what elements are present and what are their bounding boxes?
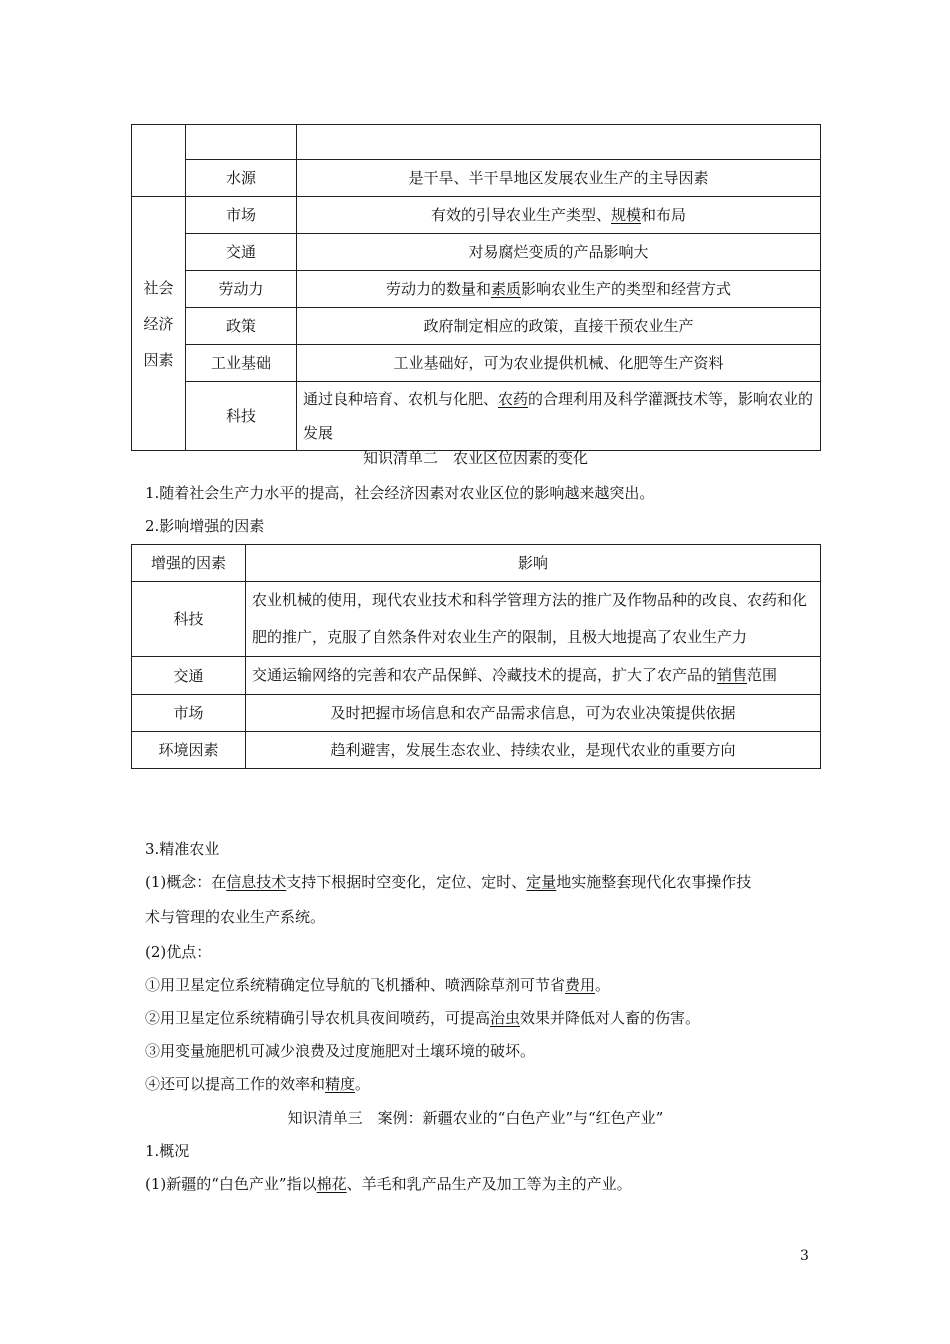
text: 、羊毛和乳产品生产及加工等为主的产业。 [346, 1175, 632, 1193]
paragraph: 2.影响增强的因素 [145, 517, 265, 535]
text: 。 [595, 976, 611, 994]
desc-cell: 工业基础好，可为农业提供机械、化肥等生产资料 [297, 345, 821, 382]
underlined-term: 定量 [526, 873, 557, 891]
header-cell: 影响 [246, 545, 821, 582]
underlined-term: 销售 [717, 666, 748, 684]
desc-cell: 及时把握市场信息和农产品需求信息，可为农业决策提供依据 [246, 695, 821, 732]
paragraph [145, 871, 751, 892]
table-row [132, 197, 821, 234]
paragraph: 1.随着社会生产力水平的提高，社会经济因素对农业区位的影响越来越突出。 [145, 484, 655, 502]
factor-cell: 科技 [186, 382, 297, 451]
table-row [132, 382, 821, 451]
social-economic-group-cell [132, 197, 186, 451]
desc-text: 交通运输网络的完善和农产品保鲜、冷藏技术的提高，扩大了农产品的 [252, 666, 718, 684]
factor-cell: 科技 [132, 582, 246, 657]
table-row [132, 345, 821, 382]
paragraph-heading: 3.精准农业 [145, 840, 220, 858]
text: 支持下根据时空变化，定位、定时、 [286, 873, 527, 891]
table-row [132, 732, 821, 769]
list-item [145, 1007, 700, 1028]
text: 效果并降低对人畜的伤害。 [520, 1009, 701, 1027]
desc-text: 和布局 [641, 206, 687, 224]
table-row [132, 657, 821, 695]
factor-cell: 市场 [186, 197, 297, 234]
table-row [132, 234, 821, 271]
text: ①用卫星定位系统精确定位导航的飞机播种、喷洒除草剂可节省 [145, 976, 566, 994]
enhanced-factors-table [131, 544, 821, 769]
text: 地实施整套现代化农事操作技 [556, 873, 752, 891]
underlined-term: 信息技术 [226, 873, 287, 891]
table-row [132, 582, 821, 657]
table-row [132, 125, 821, 160]
underlined-term: 治虫 [490, 1009, 521, 1027]
text: 。 [355, 1075, 371, 1093]
underlined-term: 规模 [610, 206, 641, 224]
group-label-line: 社会 [143, 278, 174, 297]
desc-cell: 趋利避害，发展生态农业、持续农业，是现代农业的重要方向 [246, 732, 821, 769]
desc-cell [297, 125, 821, 160]
desc-cell [297, 197, 821, 234]
underlined-term: 精度 [325, 1075, 356, 1093]
page-number: 3 [800, 1248, 809, 1264]
desc-cell: 对易腐烂变质的产品影响大 [297, 234, 821, 271]
desc-cell [297, 271, 821, 308]
factor-cell: 交通 [186, 234, 297, 271]
paragraph-heading: 1.概况 [145, 1142, 190, 1160]
factor-cell: 交通 [132, 657, 246, 695]
desc-cell: 政府制定相应的政策，直接干预农业生产 [297, 308, 821, 345]
table-row [132, 160, 821, 197]
text: ②用卫星定位系统精确引导农机具夜间喷药，可提高 [145, 1009, 491, 1027]
underlined-term: 费用 [565, 976, 596, 994]
natural-factor-group-cell [132, 125, 186, 197]
text: ④还可以提高工作的效率和 [145, 1075, 326, 1093]
desc-text: 的合理利用及科学灌溉技术等，影响农业的发展 [303, 390, 814, 442]
factor-cell: 环境因素 [132, 732, 246, 769]
header-cell: 增强的因素 [132, 545, 246, 582]
desc-cell [297, 382, 821, 451]
paragraph [145, 1173, 632, 1194]
group-label-line: 经济 [143, 314, 174, 333]
factor-cell: 工业基础 [186, 345, 297, 382]
text: (1)概念：在 [145, 873, 227, 891]
list-item [145, 974, 610, 995]
factor-cell: 水源 [186, 160, 297, 197]
desc-text: 影响农业生产的类型和经营方式 [521, 280, 732, 298]
group-label-line: 因素 [143, 350, 174, 369]
list-item: ③用变量施肥机可减少浪费及过度施肥对土壤环境的破坏。 [145, 1042, 536, 1060]
paragraph: 术与管理的农业生产系统。 [145, 908, 326, 926]
table-row [132, 271, 821, 308]
underlined-term: 棉花 [316, 1175, 347, 1193]
section-title: 知识清单二 农业区位因素的变化 [362, 449, 588, 467]
text: (1)新疆的“白色产业”指以 [145, 1175, 317, 1193]
desc-text: 通过良种培育、农机与化肥、 [303, 390, 499, 408]
paragraph: (2)优点： [145, 943, 212, 961]
factor-cell: 政策 [186, 308, 297, 345]
table-row [132, 695, 821, 732]
factor-cell: 市场 [132, 695, 246, 732]
list-item [145, 1073, 370, 1094]
desc-cell: 农业机械的使用，现代农业技术和科学管理方法的推广及作物品种的改良、农药和化肥的推广，克服了自然条件对农业生产的限制，且极大地提高了农业生产力 [246, 582, 821, 657]
section-title: 知识清单三 案例：新疆农业的“白色产业”与“红色产业” [287, 1109, 664, 1127]
table-header-row [132, 545, 821, 582]
desc-text: 有效的引导农业生产类型、 [430, 206, 611, 224]
table-row [132, 308, 821, 345]
underlined-term: 素质 [490, 280, 521, 298]
desc-text: 劳动力的数量和 [385, 280, 491, 298]
desc-cell: 是干旱、半干旱地区发展农业生产的主导因素 [297, 160, 821, 197]
underlined-term: 农药 [498, 390, 529, 408]
location-factors-table [131, 124, 821, 451]
factor-cell [186, 125, 297, 160]
desc-cell [246, 657, 821, 695]
factor-cell: 劳动力 [186, 271, 297, 308]
desc-text: 范围 [747, 666, 778, 684]
